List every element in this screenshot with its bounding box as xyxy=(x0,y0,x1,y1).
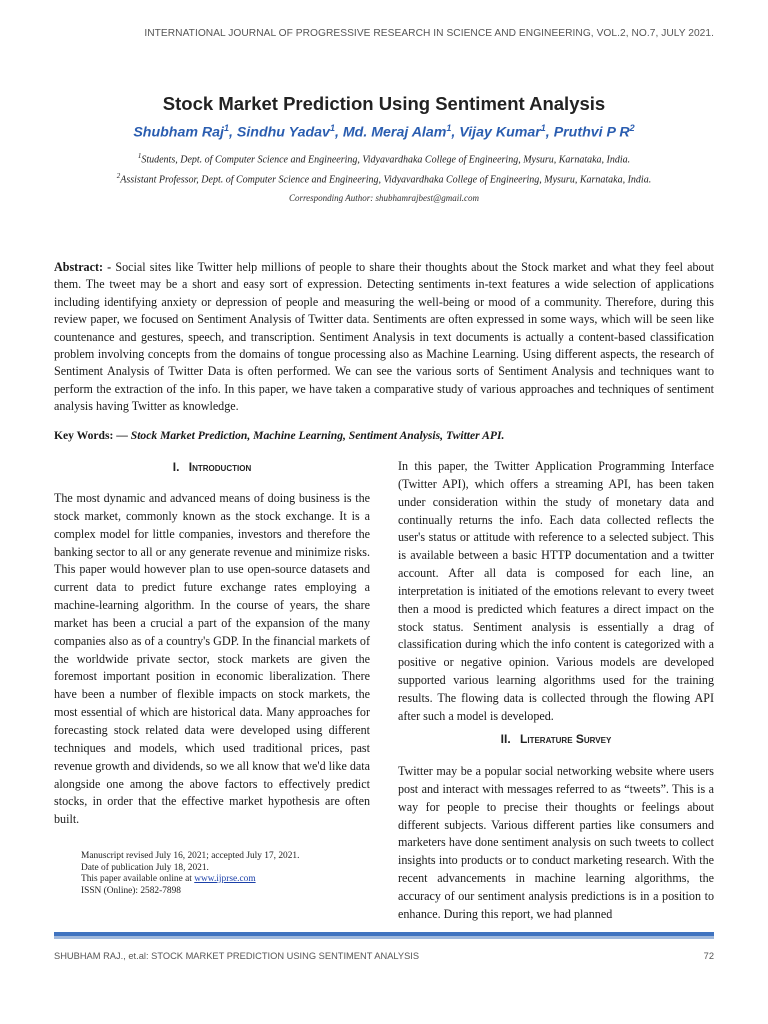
journal-link[interactable]: www.ijprse.com xyxy=(194,874,256,885)
affiliation-text: Students, Dept. of Computer Science and Engineering, Vidyavardhaka College of Engineering, Mysuru, Karnataka, India. xyxy=(141,154,631,166)
author-name: Sindhu Yadav xyxy=(236,124,330,141)
footer-rule-accent xyxy=(54,936,714,939)
author-name: Shubham Raj xyxy=(133,124,224,141)
paper-title: Stock Market Prediction Using Sentiment Analysis xyxy=(162,93,606,114)
section-title: Literature Survey xyxy=(520,732,612,746)
author-list xyxy=(0,123,768,141)
author-affil-mark: 1 xyxy=(540,123,546,133)
affiliation xyxy=(0,172,768,185)
author-affil-mark: 1 xyxy=(446,123,452,133)
author-name: Md. Meraj Alam xyxy=(342,124,447,141)
affiliation-mark: 2 xyxy=(116,172,121,180)
author-affil-mark: 2 xyxy=(629,123,635,133)
affiliation xyxy=(0,152,768,165)
section-heading-literature-survey xyxy=(398,732,714,746)
author-separator: , xyxy=(545,124,554,141)
author-affil-mark: 1 xyxy=(224,123,230,133)
author-affil-mark: 1 xyxy=(329,123,335,133)
abstract-label: Abstract: - xyxy=(54,260,112,274)
footnote-line: Date of publication July 18, 2021. xyxy=(81,862,209,873)
footnote-line: ISSN (Online): 2582-7898 xyxy=(81,885,181,896)
section-title: Introduction xyxy=(188,460,252,474)
abstract-text: Social sites like Twitter help millions of people to share their thoughts about the Stock market and what they feel about them. The tweet may be a short and easy sort of expression. Detecting sentiments in-text features a wide selection of applications including identifying anxiety or depression of people and measuring the well-being or mood of a community. Therefore, during this review paper, we focused on Sentiment Analysis of Twitter data. Sentiments are often expressed in some ways, which will be seen like countenance and gestures, speech, and transcription. Sentiment Analysis in text documents is actually a content-based classification problem involving concepts from the domains of tongue processing also as Machine Learning. Using different aspects, the research of Sentiment Analysis of Twitter Data is often performed. We can see the various sorts of Sentiment Analysis and techniques want to perform the extraction of the info. In this paper, we have taken a comparative study of various approaches and techniques of sentiment analysis having Twitter as knowledge. xyxy=(54,260,714,414)
author-separator: , xyxy=(229,124,237,141)
keywords-label: Key Words: — xyxy=(54,429,128,442)
running-head: INTERNATIONAL JOURNAL OF PROGRESSIVE RESEARCH IN SCIENCE AND ENGINEERING, VOL.2, NO.7, JULY 2021. xyxy=(144,28,714,39)
section-heading-introduction xyxy=(54,460,370,474)
author-separator: , xyxy=(334,124,343,141)
introduction-continued-paragraph: In this paper, the Twitter Application Programming Interface (Twitter API), which offers a streaming API, has been taken under consideration within the study of monetary data and continually returns the info. Each data collected reflects the user's status or attitude with reference to a selected subject. This is available between a basic HTTP documentation and a twitter account. After all data is composed for each line, an interpretation is initiated of the emotions relevant to every tweet then a mood is predicted which features a direct impact on the stock status. Sentiment analysis is essentially a drag of classification during which the info content is categorized with a positive or negative opinion. Various models are developed supported various learning algorithms used for the training results. The flowing data is collected through the flowing API after such a model is developed. xyxy=(398,459,714,723)
affiliation-mark: 1 xyxy=(137,152,142,160)
footnote-line xyxy=(81,874,299,886)
manuscript-footnote xyxy=(81,851,299,897)
author-name: Pruthvi P R xyxy=(553,124,630,141)
abstract xyxy=(54,259,714,416)
introduction-paragraph: The most dynamic and advanced means of doing business is the stock market, commonly known as the stock exchange. It is a complex model for little companies, investors and therefore the banking sector to all or any generate revenue and minimize risks. This paper would however plan to use open-source datasets and current data to predict future exchange rates employing a machine-learning algorithm. In the course of years, the share market has been a crucial a part of the expansion of the many companies also as of a country's GDP. In the financial markets of the worldwide private sector, stock markets are given the foremost important position in economic liberalization. There have been a number of flexible impacts on stock markets, the most essential of which are historical data. Many approaches for forecasting stock related data were developed using different techniques and models, which used traditional prices, past revenue growth and dividends, so we all know that we'd like data alongside one among the above factors to effectively predict stocks, in order that the effective market hypothesis are often built. xyxy=(54,491,370,827)
author-name: Vijay Kumar xyxy=(459,124,541,141)
footnote-line: Manuscript revised July 16, 2021; accepted July 17, 2021. xyxy=(81,851,300,861)
section-number: II. xyxy=(500,732,511,746)
page-number: 72 xyxy=(703,951,714,961)
affiliation-text: Assistant Professor, Dept. of Computer Science and Engineering, Vidyavardhaka College of Engineering, Mysuru, Karnataka, India. xyxy=(120,174,652,186)
author-separator: , xyxy=(451,124,460,141)
footnote-text: This paper available online at xyxy=(81,874,195,885)
keywords-values: Stock Market Prediction, Machine Learning, Sentiment Analysis, Twitter API. xyxy=(127,429,505,442)
footer-citation: SHUBHAM RAJ., et.al: STOCK MARKET PREDICTION USING SENTIMENT ANALYSIS xyxy=(54,951,420,961)
corresponding-author: Corresponding Author: shubhamrajbest@gmail.com xyxy=(288,193,480,203)
literature-survey-paragraph: Twitter may be a popular social networking website where users post and interact with messages referred to as “tweets”. This is a way for people to precise their thoughts or feelings about different subjects. Various different parties like consumers and marketers have done sentiment analysis on such tweets to collect insights into products or to conduct marketing research. With the recent advancements in machine learning algorithms, the accuracy of our sentiment analysis predictions is in a position to enhance. During this report, we had planned xyxy=(398,764,714,921)
section-number: I. xyxy=(172,460,180,474)
keywords xyxy=(54,429,714,442)
